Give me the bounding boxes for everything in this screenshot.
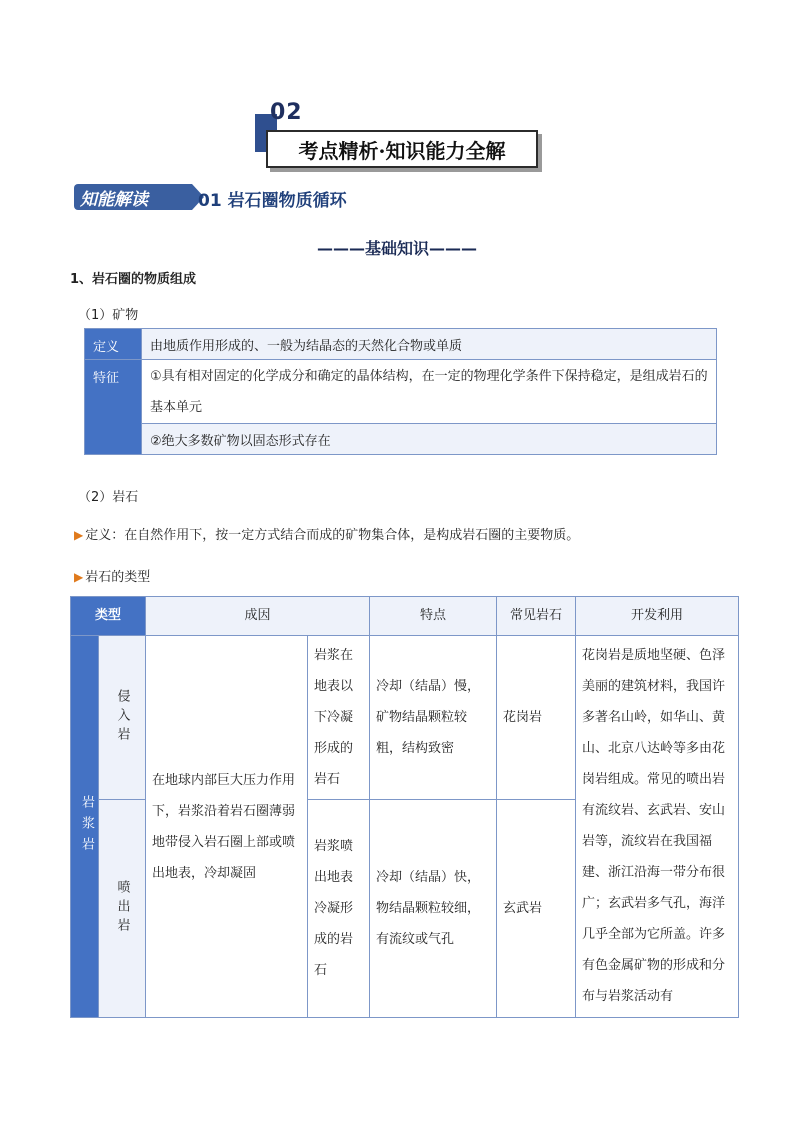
header-type: 类型 (71, 597, 146, 636)
header-feature: 特点 (370, 597, 497, 636)
header-genesis: 成因 (146, 597, 370, 636)
rock-types-heading: 岩石的类型 (85, 570, 151, 585)
example-intrusive: 花岗岩 (497, 636, 576, 800)
rock-definition: 定义：在自然作用下，按一定方式结合而成的矿物集合体，是构成岩石圈的主要物质。 (85, 528, 580, 543)
genesis-extrusive: 岩浆喷出地表冷凝形成的岩石 (308, 800, 370, 1018)
genesis-common: 在地球内部巨大压力作用下，岩浆沿着岩石圈薄弱地带侵入岩石圈上部或喷出地表，冷却凝固 (146, 636, 308, 1018)
definition-text: 由地质作用形成的、一般为结晶态的天然化合物或单质 (142, 329, 717, 360)
minerals-table (84, 328, 717, 455)
header-example: 常见岩石 (497, 597, 576, 636)
rock-types-table (70, 596, 739, 1018)
basic-knowledge-title: ———基础知识——— (316, 239, 477, 258)
rocks-heading: （2）岩石 (78, 490, 139, 505)
triangle-bullet-icon: ▶ (74, 570, 84, 584)
label-feature: 特征 (85, 360, 142, 455)
example-extrusive: 玄武岩 (497, 800, 576, 1018)
rock-definition-line (74, 524, 579, 543)
banner-number: 02 (270, 100, 303, 125)
feature-text-2: ②绝大多数矿物以固态形式存在 (142, 424, 717, 455)
section-tag: 知能解读 (74, 184, 192, 210)
genesis-intrusive: 岩浆在地表以下冷凝形成的岩石 (308, 636, 370, 800)
banner-title: 考点精析·知识能力全解 (266, 130, 538, 168)
section-title: 01 岩石圈物质循环 (198, 191, 347, 211)
type-intrusive: 侵入岩 (99, 636, 146, 800)
item1-heading: 1、岩石圈的物质组成 (70, 272, 197, 287)
label-definition: 定义 (85, 329, 142, 360)
use-text: 花岗岩是质地坚硬、色泽美丽的建筑材料，我国许多著名山岭，如华山、黄山、北京八达岭等多由花岗岩组成。常见的喷出岩有流纹岩、玄武岩、安山岩等，流纹岩在我国福建、浙江沿海一带分布很广；玄武岩多气孔，海洋几乎全部为它所盖。许多有色金属矿物的形成和分布与岩浆活动有 (576, 636, 739, 1018)
header-use: 开发利用 (576, 597, 739, 636)
minerals-heading: （1）矿物 (78, 308, 139, 323)
group-label: 岩浆岩 (79, 795, 94, 858)
triangle-bullet-icon: ▶ (74, 528, 84, 542)
feature-extrusive: 冷却（结晶）快，物结晶颗粒较细，有流纹或气孔 (370, 800, 497, 1018)
rock-types-line (74, 566, 150, 585)
type-extrusive: 喷出岩 (99, 800, 146, 1018)
group-igneous (71, 636, 99, 1018)
feature-text-1: ①具有相对固定的化学成分和确定的晶体结构，在一定的物理化学条件下保持稳定，是组成岩石的基本单元 (142, 360, 717, 424)
feature-intrusive: 冷却（结晶）慢，矿物结晶颗粒较粗，结构致密 (370, 636, 497, 800)
